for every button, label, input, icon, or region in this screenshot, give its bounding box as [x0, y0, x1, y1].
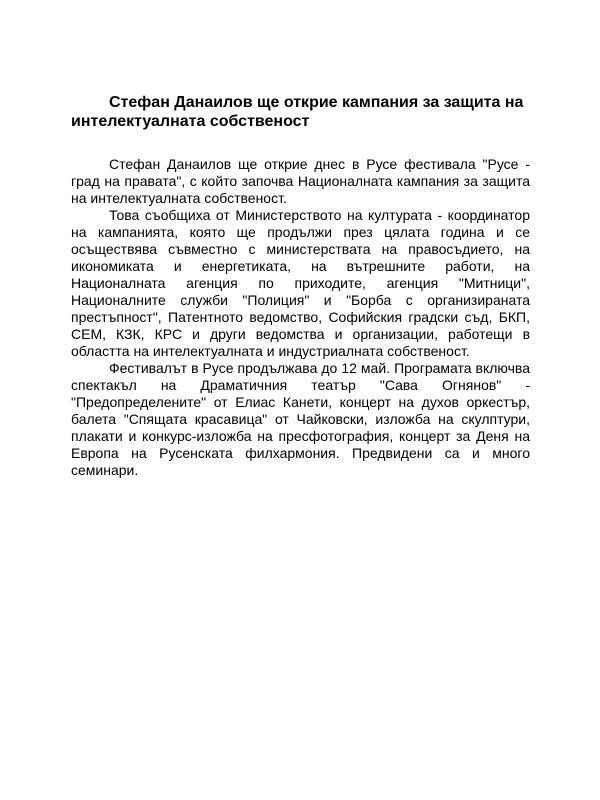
paragraph-1: Стефан Данаилов ще открие днес в Русе фестивала "Русе - град на правата", с който започва Националната кампания за защита на интелектуалната собственост. [71, 156, 530, 206]
paragraph-3: Фестивалът в Русе продължава до 12 май. Програмата включва спектакъл на Драматичния театър "Сава Огнянов" -"Предопределените" от Елиас Канети, концерт на духов оркестър, балета "Спящата красавица" от Чайковски, изложба на скулптури, плакати и конкурс-изложба на пресфотография, концерт за Деня на Европа на Русенската филхармония. Предвидени са и много семинари. [71, 360, 530, 478]
paragraph-2: Това съобщиха от Министерството на културата - координатор на кампанията, която ще продължи през цялата година и се осъществява съвместно с министерствата на правосъдието, на икономиката и енергетиката, на вътрешните работи, на Националната агенция по приходите, агенция "Митници", Националните служби "Полиция" и "Борба с организираната престъпност", Патентното ведомство, Софийския градски съд, БКП, СЕМ, КЗК, КРС и други ведомства и организации, работещи в областта на интелектуалната и индустриалната собственост. [71, 207, 530, 359]
document-title: Стефан Данаилов ще открие кампания за защита на интелектуалната собственост [71, 94, 524, 130]
document-body [71, 156, 530, 479]
